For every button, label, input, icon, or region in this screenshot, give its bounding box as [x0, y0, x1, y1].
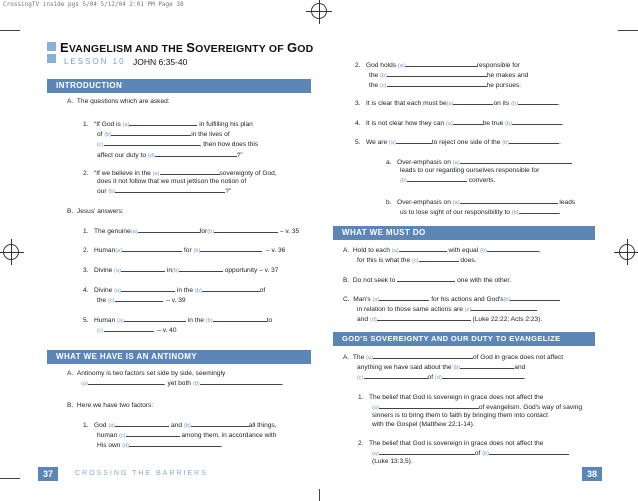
must-item-A: A. Hold to each (a) with equal (b) , for this is what the (c) does.	[343, 247, 541, 265]
crop-mark	[0, 478, 20, 479]
registration-mark-right	[619, 244, 635, 260]
crop-mark	[618, 30, 638, 31]
registration-mark-top	[311, 3, 327, 19]
answer-2: 2. Human(a) for (b) – v. 36	[83, 247, 286, 254]
point-4: 4. It is not clear how they can (a) be true (b) .	[355, 120, 564, 127]
point-2: 2. God holds (a) responsible for the (b) he makes and the (c) he pursues.	[355, 62, 529, 90]
crop-mark	[0, 30, 20, 31]
outline-item-B: B. Jesus' answers:	[67, 208, 124, 215]
printer-slug: CrossingTV inside pgs 5/04 5/12/04 2:01 PM Page 38	[3, 1, 184, 8]
point-5a: a. Over-emphasis on (a) leads to our regarding ourselves responsible for (b) converts.	[386, 157, 572, 186]
answer-1: 1. The genuine(a) for(b) – v. 35	[83, 228, 300, 235]
scripture-reference: JOHN 6:35-40	[133, 57, 188, 67]
question-1: 1. “If God is (a) in fulfilling his plan of (b) in the lives of (c) , then how does this affect our duty to (d) ?”	[83, 121, 259, 159]
answer-3: 3. Divine (a) in(b) opportunity – v. 37	[83, 267, 279, 274]
point-5: 5. We are (a) to reject one side of the (b) .	[355, 139, 561, 146]
antinomy-factor-1: 1. God (a) and (b) all things, human (c) among them, in accordance with His own (d) .	[83, 422, 277, 450]
what-we-must-do-banner: WHAT WE MUST DO	[333, 226, 595, 240]
running-footer: CROSSING THE BARRIERS	[75, 470, 208, 477]
answer-4: 4. Divine (a) in the (b) of the (c) – v. 39	[83, 287, 266, 305]
must-item-B: B. Do not seek to one with the other.	[343, 277, 512, 284]
title-square	[47, 54, 56, 63]
page-number-right: 38	[582, 467, 602, 481]
evangelize-item-A: A. The (a) of God in grace does not affect anything we have said about the (b) and (c) of (d) .	[343, 354, 564, 382]
page-number-left: 37	[38, 467, 58, 481]
must-item-C: C. Man's (a) for his actions and God's(b) in relation to those same actions are (c) and (d) (Luke 22:22; Acts 2:23).	[343, 294, 560, 325]
evangelize-point-1: 1. The belief that God is sovereign in grace does not affect the (a) of evangelism. God's way of saving sinners is to bring them to faith by bringing them into contact with the Gospel (Matthew 22:1-14).	[358, 394, 582, 428]
outline-item-A: A. The questions which are asked:	[67, 98, 170, 105]
antinomy-banner: WHAT WE HAVE IS AN ANTINOMY	[47, 350, 311, 364]
gods-sovereignty-banner: GOD'S SOVEREIGNTY AND OUR DUTY TO EVANGELIZE	[333, 332, 595, 346]
title-square	[47, 42, 56, 51]
lesson-number: LESSON 10	[64, 57, 126, 66]
evangelize-point-2: 2. The belief that God is sovereign in grace does not affect the (a) of (b) (Luke 13:3,5).	[358, 440, 569, 467]
lesson-title: EVANGELISM AND THE SOVEREIGNTY OF GOD	[60, 40, 314, 55]
registration-mark-left	[3, 244, 19, 260]
answer-5: 5. Human (a) in the (b) to (c) – v. 40	[83, 317, 273, 335]
question-2: 2. “If we believe in the (a) sovereignty of God, does it not follow that we must jettison the notion of our (b) ?”	[83, 170, 277, 196]
antinomy-item-A: A. Antinomy is two factors set side by side, seemingly (a) , yet both (b) .	[67, 370, 284, 388]
antinomy-item-B: B. Here we have two factors:	[67, 402, 154, 409]
introduction-banner: INTRODUCTION	[47, 79, 311, 93]
point-3: 3. It is clear that each must be(a) on its (b) .	[355, 100, 560, 107]
crop-mark	[319, 489, 320, 501]
point-5b: b. Over-emphasis on (a) leads us to lose sight of our responsibility to (b) .	[386, 199, 576, 217]
